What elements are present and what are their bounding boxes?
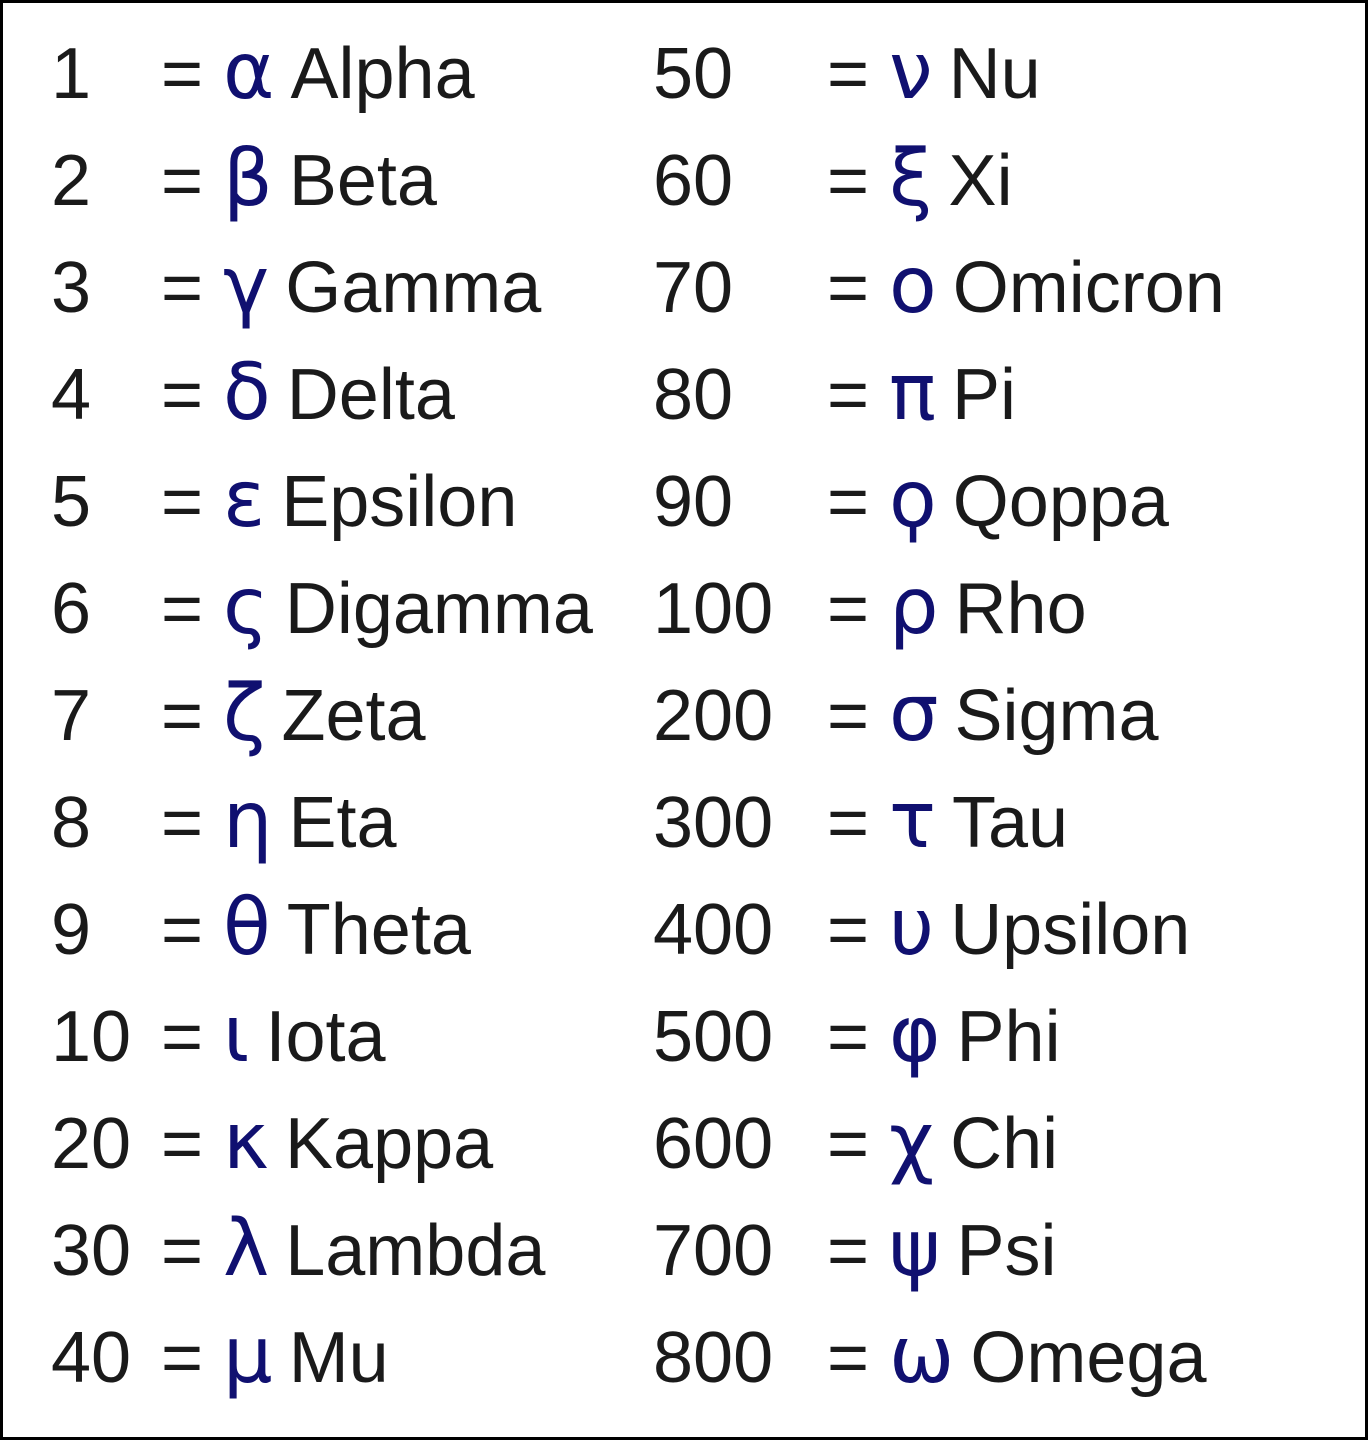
- greek-letter-glyph: ς: [223, 562, 269, 652]
- greek-letter-glyph: ϙ: [889, 455, 937, 545]
- greek-letter-glyph: μ: [223, 1311, 273, 1401]
- equals-sign: =: [161, 248, 204, 328]
- numeral-row: [653, 1311, 1323, 1424]
- greek-letter-name: Lambda: [285, 1211, 546, 1291]
- numeral-value: 9: [51, 890, 92, 970]
- greek-letter-glyph: κ: [223, 1097, 270, 1187]
- greek-letter-glyph: ε: [223, 455, 266, 545]
- numeral-row: [51, 776, 623, 889]
- greek-letter-name: Pi: [952, 355, 1017, 435]
- greek-letter-name: Beta: [288, 141, 437, 221]
- numeral-value: 2: [51, 141, 92, 221]
- equals-sign: =: [827, 783, 870, 863]
- greek-letter-name: Phi: [956, 997, 1061, 1077]
- greek-letter-glyph: π: [889, 348, 937, 438]
- numeral-value: 800: [653, 1318, 774, 1398]
- greek-letter-name: Iota: [265, 997, 386, 1077]
- equals-sign: =: [161, 34, 204, 114]
- numeral-value: 10: [51, 997, 132, 1077]
- equals-sign: =: [827, 141, 870, 221]
- greek-letter-glyph: α: [223, 27, 275, 117]
- columns-container: [3, 3, 1365, 1437]
- equals-sign: =: [161, 1211, 204, 1291]
- greek-letter-glyph: ζ: [223, 669, 266, 759]
- numeral-value: 300: [653, 783, 774, 863]
- equals-sign: =: [827, 34, 870, 114]
- numeral-row: [653, 348, 1323, 461]
- greek-letter-name: Gamma: [285, 248, 542, 328]
- numeral-row: [51, 348, 623, 461]
- greek-letter-name: Qoppa: [952, 462, 1169, 542]
- numeral-value: 7: [51, 676, 92, 756]
- numeral-row: [51, 1097, 623, 1210]
- numeral-row: [51, 1311, 623, 1424]
- greek-letter-name: Upsilon: [950, 890, 1191, 970]
- equals-sign: =: [161, 676, 204, 756]
- greek-letter-glyph: ω: [889, 1311, 955, 1401]
- greek-letter-name: Chi: [950, 1104, 1059, 1184]
- numeral-row: [51, 455, 623, 568]
- greek-letter-glyph: ξ: [889, 134, 933, 224]
- greek-letter-name: Xi: [948, 141, 1013, 221]
- equals-sign: =: [161, 569, 204, 649]
- greek-letter-name: Kappa: [285, 1104, 494, 1184]
- equals-sign: =: [827, 676, 870, 756]
- greek-letter-glyph: ο: [889, 241, 937, 331]
- numeral-value: 80: [653, 355, 734, 435]
- greek-letter-name: Alpha: [290, 34, 475, 114]
- numeral-value: 90: [653, 462, 734, 542]
- equals-sign: =: [827, 997, 870, 1077]
- greek-letter-glyph: β: [223, 134, 273, 224]
- equals-sign: =: [161, 783, 204, 863]
- greek-letter-glyph: δ: [223, 348, 271, 438]
- numeral-value: 1: [51, 34, 92, 114]
- numeral-value: 20: [51, 1104, 132, 1184]
- equals-sign: =: [161, 141, 204, 221]
- numeral-row: [51, 134, 623, 247]
- numeral-value: 5: [51, 462, 92, 542]
- equals-sign: =: [161, 1104, 204, 1184]
- numeral-value: 40: [51, 1318, 132, 1398]
- greek-letter-glyph: τ: [889, 776, 937, 866]
- numeral-value: 50: [653, 34, 734, 114]
- equals-sign: =: [161, 462, 204, 542]
- greek-letter-glyph: ν: [889, 27, 933, 117]
- numeral-value: 70: [653, 248, 734, 328]
- numeral-row: [653, 241, 1323, 354]
- equals-sign: =: [827, 462, 870, 542]
- greek-letter-name: Omicron: [952, 248, 1225, 328]
- greek-letter-name: Psi: [956, 1211, 1057, 1291]
- greek-letter-name: Eta: [288, 783, 397, 863]
- greek-letter-name: Digamma: [284, 569, 593, 649]
- greek-letter-name: Nu: [948, 34, 1041, 114]
- greek-letter-name: Tau: [952, 783, 1069, 863]
- greek-letter-glyph: γ: [223, 241, 270, 331]
- right-column: [623, 27, 1323, 1437]
- numeral-value: 60: [653, 141, 734, 221]
- equals-sign: =: [827, 1318, 870, 1398]
- numeral-row: [653, 1097, 1323, 1210]
- numeral-row: [653, 669, 1323, 782]
- numeral-value: 400: [653, 890, 774, 970]
- greek-letter-name: Theta: [286, 890, 471, 970]
- greek-letter-name: Sigma: [954, 676, 1159, 756]
- greek-letter-glyph: η: [223, 776, 273, 866]
- left-column: [3, 27, 623, 1437]
- numeral-row: [653, 990, 1323, 1103]
- greek-letter-glyph: ι: [223, 990, 250, 1080]
- numeral-row: [653, 1204, 1323, 1317]
- numeral-row: [51, 27, 623, 140]
- greek-letter-glyph: θ: [223, 883, 271, 973]
- equals-sign: =: [827, 248, 870, 328]
- greek-letter-glyph: ψ: [889, 1204, 941, 1294]
- equals-sign: =: [161, 890, 204, 970]
- numeral-row: [51, 562, 623, 675]
- numeral-row: [653, 776, 1323, 889]
- numeral-row: [51, 883, 623, 996]
- greek-letter-name: Delta: [286, 355, 455, 435]
- greek-letter-name: Rho: [954, 569, 1087, 649]
- numeral-row: [653, 883, 1323, 996]
- numeral-value: 200: [653, 676, 774, 756]
- numeral-row: [51, 241, 623, 354]
- greek-letter-name: Zeta: [281, 676, 426, 756]
- greek-letter-glyph: φ: [889, 990, 941, 1080]
- equals-sign: =: [827, 569, 870, 649]
- equals-sign: =: [827, 355, 870, 435]
- numeral-value: 6: [51, 569, 92, 649]
- numeral-row: [653, 455, 1323, 568]
- greek-letter-glyph: σ: [889, 669, 939, 759]
- greek-letter-glyph: χ: [889, 1097, 935, 1187]
- greek-letter-glyph: λ: [223, 1204, 270, 1294]
- equals-sign: =: [161, 1318, 204, 1398]
- numeral-value: 100: [653, 569, 774, 649]
- numeral-value: 30: [51, 1211, 132, 1291]
- numeral-row: [51, 1204, 623, 1317]
- numeral-row: [653, 134, 1323, 247]
- numeral-value: 600: [653, 1104, 774, 1184]
- numeral-row: [653, 562, 1323, 675]
- equals-sign: =: [161, 355, 204, 435]
- equals-sign: =: [827, 1104, 870, 1184]
- equals-sign: =: [827, 890, 870, 970]
- numeral-value: 500: [653, 997, 774, 1077]
- equals-sign: =: [161, 997, 204, 1077]
- numeral-row: [653, 27, 1323, 140]
- numeral-value: 8: [51, 783, 92, 863]
- numeral-value: 3: [51, 248, 92, 328]
- greek-letter-name: Omega: [970, 1318, 1207, 1398]
- greek-letter-glyph: ρ: [889, 562, 939, 652]
- numeral-value: 700: [653, 1211, 774, 1291]
- equals-sign: =: [827, 1211, 870, 1291]
- numeral-row: [51, 669, 623, 782]
- numeral-row: [51, 990, 623, 1103]
- numeral-value: 4: [51, 355, 92, 435]
- greek-letter-glyph: υ: [889, 883, 935, 973]
- greek-letter-name: Mu: [288, 1318, 389, 1398]
- greek-letter-name: Epsilon: [281, 462, 518, 542]
